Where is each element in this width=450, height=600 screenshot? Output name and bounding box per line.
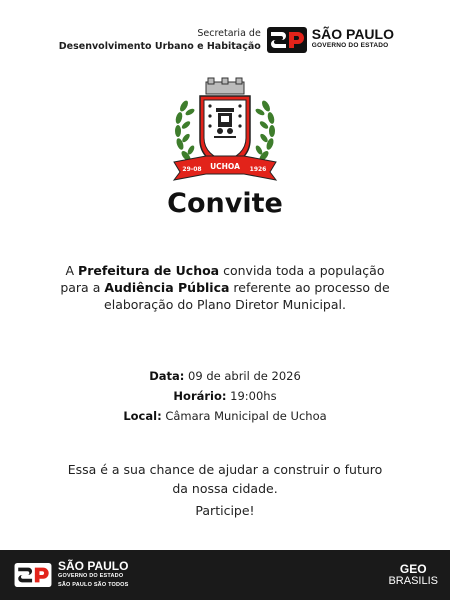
closing bbox=[60, 460, 390, 520]
place-row bbox=[0, 406, 450, 426]
intro-bold-audiencia: Audiência Pública bbox=[104, 280, 230, 295]
header bbox=[59, 27, 394, 53]
sp-subtitle: GOVERNO DO ESTADO bbox=[311, 42, 389, 49]
sao-paulo-logo bbox=[267, 27, 394, 53]
geo-bottom: BRASILIS bbox=[388, 575, 438, 587]
place-label: Local: bbox=[123, 409, 162, 423]
crest-banner-left: 29-08 bbox=[182, 166, 202, 173]
footer-sp-logo-icon bbox=[14, 563, 52, 587]
time-value: 19:00hs bbox=[226, 389, 277, 403]
intro-part1: A bbox=[65, 263, 79, 278]
intro-paragraph bbox=[60, 262, 390, 313]
date-label: Data: bbox=[149, 369, 185, 383]
time-row bbox=[0, 386, 450, 406]
closing-text: Essa é a sua chance de ajudar a construir o futuro da nossa cidade. bbox=[67, 462, 383, 496]
intro-part3: referente ao processo de elaboração do Plano Diretor Municipal. bbox=[104, 280, 390, 312]
time-label: Horário: bbox=[173, 389, 227, 403]
footer-sp-subtitle1: GOVERNO DO ESTADO bbox=[58, 573, 124, 579]
footer-sao-paulo-logo bbox=[14, 560, 129, 590]
crest-banner-center: UCHOA bbox=[210, 162, 240, 171]
intro-bold-prefeitura: Prefeitura de Uchoa bbox=[78, 263, 220, 278]
geobrasilis-logo bbox=[388, 563, 438, 587]
footer bbox=[0, 550, 450, 600]
place-value: Câmara Municipal de Uchoa bbox=[161, 409, 327, 423]
page-title: Convite bbox=[167, 188, 283, 219]
intro-part2: convida toda a população para a bbox=[60, 263, 385, 295]
sp-logo-icon bbox=[267, 27, 307, 53]
secretaria-line2: Desenvolvimento Urbano e Habitação bbox=[58, 41, 261, 52]
secretaria-label bbox=[59, 27, 261, 53]
footer-sp-subtitle2: SÃO PAULO SÃO TODOS bbox=[58, 582, 129, 588]
sp-title: SÃO PAULO bbox=[311, 26, 394, 42]
secretaria-line1: Secretaria de bbox=[197, 28, 261, 39]
date-row bbox=[0, 366, 450, 386]
closing-cta: Participe! bbox=[195, 503, 255, 518]
crest-banner-right: 1926 bbox=[249, 166, 267, 173]
uchoa-crest-icon bbox=[166, 76, 284, 186]
geo-top: GEO bbox=[399, 562, 427, 576]
footer-sp-title: SÃO PAULO bbox=[58, 559, 129, 573]
date-value: 09 de abril de 2026 bbox=[184, 369, 301, 383]
event-details bbox=[0, 366, 450, 426]
